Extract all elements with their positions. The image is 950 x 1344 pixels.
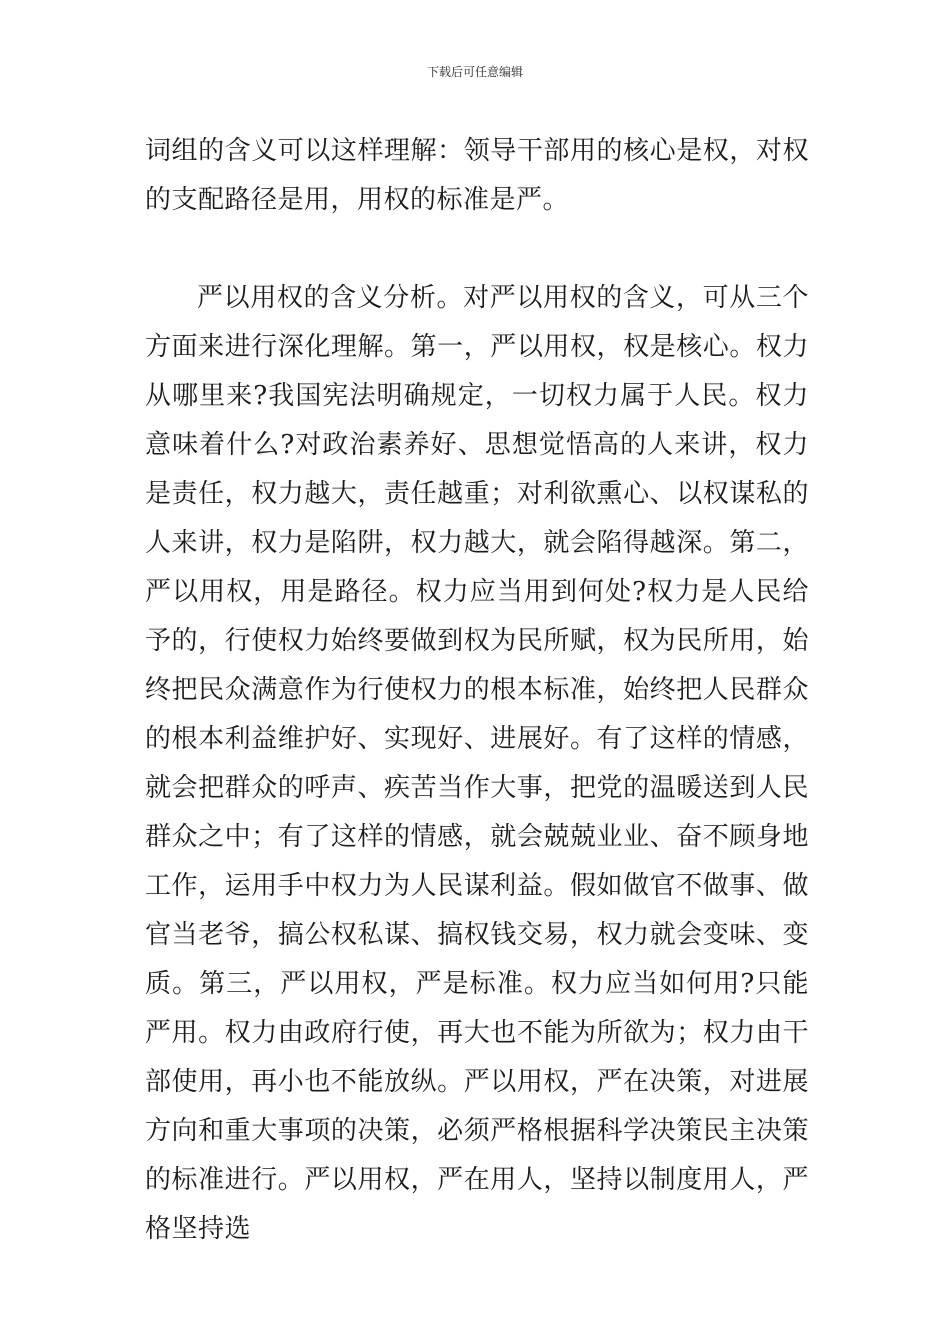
paragraph-1: 词组的含义可以这样理解：领导干部用的核心是权，对权的支配路径是用，用权的标准是严。 <box>145 136 809 215</box>
header-note: 下载后可任意编辑 <box>426 65 523 79</box>
paragraph-2: 严以用权的含义分析。对严以用权的含义，可从三个方面来进行深化理解。第一，严以用权，权是核心。权力从哪里来?我国宪法明确规定，一切权力属于人民。权力意味着什么?对政治素养好、思想觉悟高的人来讲，权力是责任，权力越大，责任越重；对利欲熏心、以权谋私的人来讲，权力是陷阱，权力越大，就会陷得越深。第二，严以用权，用是路径。权力应当用到何处?权力是人民给予的，行使权力始终要做到权为民所赋，权为民所用，始终把民众满意作为行使权力的根本标准，始终把人民群众的根本利益维护好、实现好、进展好。有了这样的情感，就会把群众的呼声、疾苦当作大事，把党的温暖送到人民群众之中；有了这样的情感，就会兢兢业业、奋不顾身地工作，运用手中权力为人民谋利益。假如做官不做事、做官当老爷，搞公权私谋、搞权钱交易，权力就会变味、变质。第三，严以用权，严是标准。权力应当如何用?只能严用。权力由政府行使，再大也不能为所欲为；权力由干部使用，再小也不能放纵。严以用权，严在决策，对进展方向和重大事项的决策，必须严格根据科学决策民主决策的标准进行。严以用权，严在用人，坚持以制度用人，严格坚持选 <box>145 283 809 1244</box>
